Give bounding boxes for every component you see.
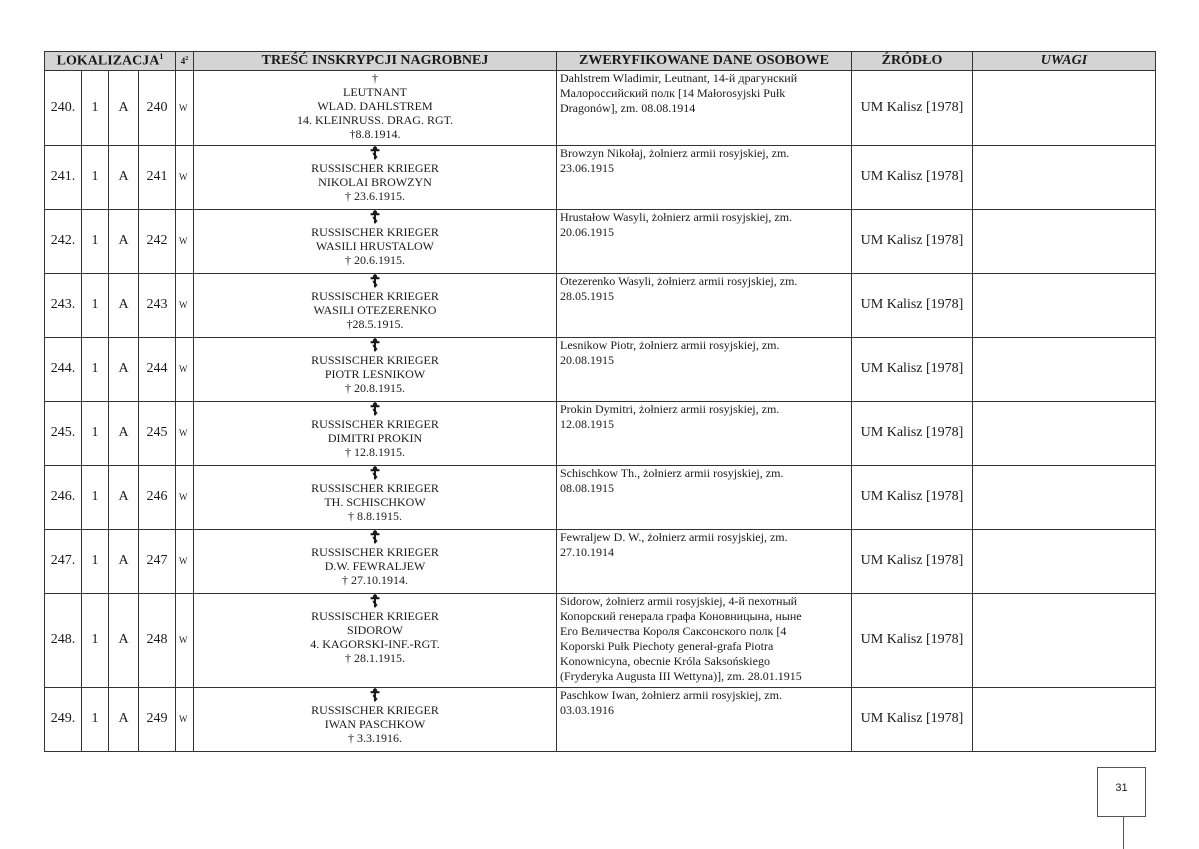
- table-row: [45, 70, 1156, 145]
- orthodox-cross-icon: ☦: [369, 591, 381, 611]
- row-letter: A: [109, 465, 139, 529]
- notes-cell: [973, 401, 1156, 465]
- inscription-line: RUSSISCHER KRIEGER: [311, 480, 439, 495]
- inscription-line: † 3.3.1916.: [348, 730, 402, 745]
- row-letter: A: [109, 70, 139, 145]
- page-number-box: [1097, 767, 1146, 817]
- header-lokalizacja: LOKALIZACJA$^1$: [45, 52, 176, 71]
- verified-data-line: 08.08.1915: [560, 480, 614, 495]
- verified-data-line: Otezerenko Wasyli, żołnierz armii rosyjskiej, zm.: [560, 273, 798, 288]
- table-row: [45, 337, 1156, 401]
- verified-data-cell: [557, 593, 852, 687]
- verified-data-cell: [557, 401, 852, 465]
- entry-number: 241.: [45, 145, 82, 209]
- inscription-line: PIOTR LESNIKOW: [324, 366, 426, 381]
- entry-number: 244.: [45, 337, 82, 401]
- grave-type: W: [176, 401, 194, 465]
- inscription-line: D.W. FEWRALJEW: [324, 558, 426, 573]
- inscription-cell: [194, 209, 557, 273]
- inscription-line: † 23.6.1915.: [345, 188, 405, 203]
- sector-number: 1: [82, 529, 109, 593]
- table-row: [45, 273, 1156, 337]
- sector-number: 1: [82, 687, 109, 751]
- orthodox-cross-icon: ☦: [369, 271, 381, 291]
- inscription-cell: [194, 401, 557, 465]
- verified-data-line: Konownicyna, obecnie Króla Saksońskiego: [560, 653, 770, 668]
- orthodox-cross-icon: ☦: [369, 207, 381, 227]
- inscription-line: † 20.6.1915.: [345, 252, 405, 267]
- row-letter: A: [109, 145, 139, 209]
- entry-number: 248.: [45, 593, 82, 687]
- verified-data-line: Dahlstrem Wladimir, Leutnant, 14-й драгунский: [560, 70, 798, 85]
- notes-cell: [973, 337, 1156, 401]
- source-cell: UM Kalisz [1978]: [852, 273, 973, 337]
- sector-number: 1: [82, 401, 109, 465]
- verified-data-cell: [557, 273, 852, 337]
- notes-cell: [973, 209, 1156, 273]
- header-row: [45, 52, 1156, 71]
- grave-number: 240: [139, 70, 176, 145]
- inscription-line: † 27.10.1914.: [342, 572, 408, 587]
- inscription-line: †28.5.1915.: [346, 316, 404, 331]
- verified-data-cell: [557, 337, 852, 401]
- verified-data-line: Dragonów], zm. 08.08.1914: [560, 100, 696, 115]
- source-cell: UM Kalisz [1978]: [852, 70, 973, 145]
- orthodox-cross-icon: ☦: [369, 463, 381, 483]
- grave-type: W: [176, 687, 194, 751]
- inscription-line: † 20.8.1915.: [345, 380, 405, 395]
- inscription-line: NIKOLAI BROWZYN: [318, 174, 432, 189]
- inscription-line: SIDOROW: [347, 622, 403, 637]
- grave-type: W: [176, 593, 194, 687]
- grave-number: 248: [139, 593, 176, 687]
- grave-type: W: [176, 209, 194, 273]
- entry-number: 243.: [45, 273, 82, 337]
- grave-type: W: [176, 70, 194, 145]
- verified-data-line: Koporski Pułk Piechoty generał-grafa Piotra: [560, 638, 774, 653]
- table-row: [45, 593, 1156, 687]
- verified-data-cell: [557, 687, 852, 751]
- orthodox-cross-icon: †: [372, 70, 378, 85]
- verified-data-cell: [557, 529, 852, 593]
- verified-data-line: Fewraljew D. W., żołnierz armii rosyjskiej, zm.: [560, 529, 788, 544]
- inscription-line: WASILI HRUSTALOW: [315, 238, 435, 253]
- header-col4: $4^2$: [176, 52, 194, 71]
- inscription-cell: [194, 529, 557, 593]
- grave-number: 242: [139, 209, 176, 273]
- grave-number: 241: [139, 145, 176, 209]
- grave-type: W: [176, 273, 194, 337]
- inscription-line: IWAN PASCHKOW: [324, 716, 426, 731]
- inscription-cell: [194, 593, 557, 687]
- inscription-line: † 12.8.1915.: [345, 444, 405, 459]
- orthodox-cross-icon: ☦: [369, 685, 381, 705]
- inscription-cell: [194, 273, 557, 337]
- verified-data-line: 20.06.1915: [560, 224, 614, 239]
- table-row: [45, 687, 1156, 751]
- entry-number: 249.: [45, 687, 82, 751]
- inscription-line: RUSSISCHER KRIEGER: [311, 702, 439, 717]
- verified-data-cell: [557, 209, 852, 273]
- verified-data-line: 28.05.1915: [560, 288, 614, 303]
- inscription-line: 14. KLEINRUSS. DRAG. RGT.: [296, 112, 454, 127]
- sector-number: 1: [82, 145, 109, 209]
- inscription-line: RUSSISCHER KRIEGER: [311, 352, 439, 367]
- verified-data-line: Browzyn Nikołaj, żołnierz armii rosyjskiej, zm.: [560, 145, 790, 160]
- orthodox-cross-icon: ☦: [369, 335, 381, 355]
- entry-number: 246.: [45, 465, 82, 529]
- header-verified-data: ZWERYFIKOWANE DANE OSOBOWE: [557, 52, 852, 71]
- orthodox-cross-icon: ☦: [369, 143, 381, 163]
- notes-cell: [973, 687, 1156, 751]
- verified-data-line: 03.03.1916: [560, 702, 614, 717]
- inscription-line: RUSSISCHER KRIEGER: [311, 608, 439, 623]
- verified-data-line: (Fryderyka Augusta III Wettyna)], zm. 28.01.1915: [560, 668, 802, 683]
- row-letter: A: [109, 401, 139, 465]
- sector-number: 1: [82, 465, 109, 529]
- source-cell: UM Kalisz [1978]: [852, 593, 973, 687]
- sector-number: 1: [82, 70, 109, 145]
- inscription-line: † 28.1.1915.: [345, 650, 405, 665]
- table-row: [45, 529, 1156, 593]
- table-row: [45, 465, 1156, 529]
- grave-number: 243: [139, 273, 176, 337]
- inscription-line: RUSSISCHER KRIEGER: [311, 416, 439, 431]
- grave-number: 244: [139, 337, 176, 401]
- verified-data-line: Paschkow Iwan, żołnierz armii rosyjskiej, zm.: [560, 687, 782, 702]
- row-letter: A: [109, 337, 139, 401]
- table-row: [45, 209, 1156, 273]
- verified-data-line: Малороссийский полк [14 Małorosyjski Pułk: [560, 85, 786, 100]
- grave-type: W: [176, 529, 194, 593]
- inscription-line: RUSSISCHER KRIEGER: [311, 288, 439, 303]
- source-cell: UM Kalisz [1978]: [852, 465, 973, 529]
- verified-data-line: 12.08.1915: [560, 416, 614, 431]
- verified-data-line: Prokin Dymitri, żołnierz armii rosyjskiej, zm.: [560, 401, 780, 416]
- sector-number: 1: [82, 273, 109, 337]
- grave-number: 245: [139, 401, 176, 465]
- verified-data-line: Его Величества Короля Саксонского полк [4: [560, 623, 787, 638]
- notes-cell: [973, 70, 1156, 145]
- verified-data-line: Копорский генерала графа Коновницына, ныне: [560, 608, 802, 623]
- inscription-line: RUSSISCHER KRIEGER: [311, 544, 439, 559]
- inscription-line: RUSSISCHER KRIEGER: [311, 160, 439, 175]
- source-cell: UM Kalisz [1978]: [852, 337, 973, 401]
- inscription-cell: [194, 70, 557, 145]
- source-cell: UM Kalisz [1978]: [852, 401, 973, 465]
- row-letter: A: [109, 687, 139, 751]
- row-letter: A: [109, 529, 139, 593]
- grave-type: W: [176, 337, 194, 401]
- inscription-cell: [194, 465, 557, 529]
- table-row: [45, 145, 1156, 209]
- page-number: 31: [1115, 782, 1128, 794]
- notes-cell: [973, 273, 1156, 337]
- orthodox-cross-icon: ☦: [369, 527, 381, 547]
- inscription-line: LEUTNANT: [343, 84, 407, 99]
- verified-data-line: Sidorow, żołnierz armii rosyjskiej, 4-й пехотный: [560, 593, 798, 608]
- notes-cell: [973, 465, 1156, 529]
- entry-number: 240.: [45, 70, 82, 145]
- grave-number: 249: [139, 687, 176, 751]
- sector-number: 1: [82, 593, 109, 687]
- table-body: [45, 70, 1156, 751]
- inscription-cell: [194, 337, 557, 401]
- verified-data-line: 23.06.1915: [560, 160, 614, 175]
- sector-number: 1: [82, 337, 109, 401]
- grave-number: 247: [139, 529, 176, 593]
- grave-number: 246: [139, 465, 176, 529]
- verified-data-cell: [557, 145, 852, 209]
- inscription-cell: [194, 687, 557, 751]
- entry-number: 242.: [45, 209, 82, 273]
- inscription-line: † 8.8.1915.: [348, 508, 402, 523]
- header-source: ŹRÓDŁO: [852, 52, 973, 71]
- verified-data-line: 20.08.1915: [560, 352, 614, 367]
- row-letter: A: [109, 593, 139, 687]
- verified-data-cell: [557, 465, 852, 529]
- inscription-line: TH. SCHISCHKOW: [324, 494, 426, 509]
- row-letter: A: [109, 209, 139, 273]
- verified-data-cell: [557, 70, 852, 145]
- notes-cell: [973, 529, 1156, 593]
- header-notes: UWAGI: [973, 52, 1156, 71]
- source-cell: UM Kalisz [1978]: [852, 145, 973, 209]
- verified-data-line: Hrustałow Wasyli, żołnierz armii rosyjskiej, zm.: [560, 209, 793, 224]
- verified-data-line: Lesnikow Piotr, żołnierz armii rosyjskiej, zm.: [560, 337, 780, 352]
- sector-number: 1: [82, 209, 109, 273]
- source-cell: UM Kalisz [1978]: [852, 529, 973, 593]
- entry-number: 247.: [45, 529, 82, 593]
- row-letter: A: [109, 273, 139, 337]
- source-cell: UM Kalisz [1978]: [852, 687, 973, 751]
- verified-data-line: 27.10.1914: [560, 544, 614, 559]
- entry-number: 245.: [45, 401, 82, 465]
- table-row: [45, 401, 1156, 465]
- inscription-line: 4. KAGORSKI-INF.-RGT.: [310, 636, 440, 651]
- inscription-line: †8.8.1914.: [349, 126, 401, 141]
- burial-register-table: [44, 51, 1156, 752]
- verified-data-line: Schischkow Th., żołnierz armii rosyjskiej, zm.: [560, 465, 784, 480]
- notes-cell: [973, 593, 1156, 687]
- inscription-line: WASILI OTEZERENKO: [313, 302, 437, 317]
- inscription-line: RUSSISCHER KRIEGER: [311, 224, 439, 239]
- grave-type: W: [176, 465, 194, 529]
- orthodox-cross-icon: ☦: [369, 399, 381, 419]
- header-inscription: TREŚĆ INSKRYPCJI NAGROBNEJ: [194, 52, 557, 71]
- page-number-line: [1123, 817, 1124, 849]
- grave-type: W: [176, 145, 194, 209]
- inscription-line: DIMITRI PROKIN: [327, 430, 423, 445]
- notes-cell: [973, 145, 1156, 209]
- inscription-cell: [194, 145, 557, 209]
- source-cell: UM Kalisz [1978]: [852, 209, 973, 273]
- inscription-line: WLAD. DAHLSTREM: [317, 98, 433, 113]
